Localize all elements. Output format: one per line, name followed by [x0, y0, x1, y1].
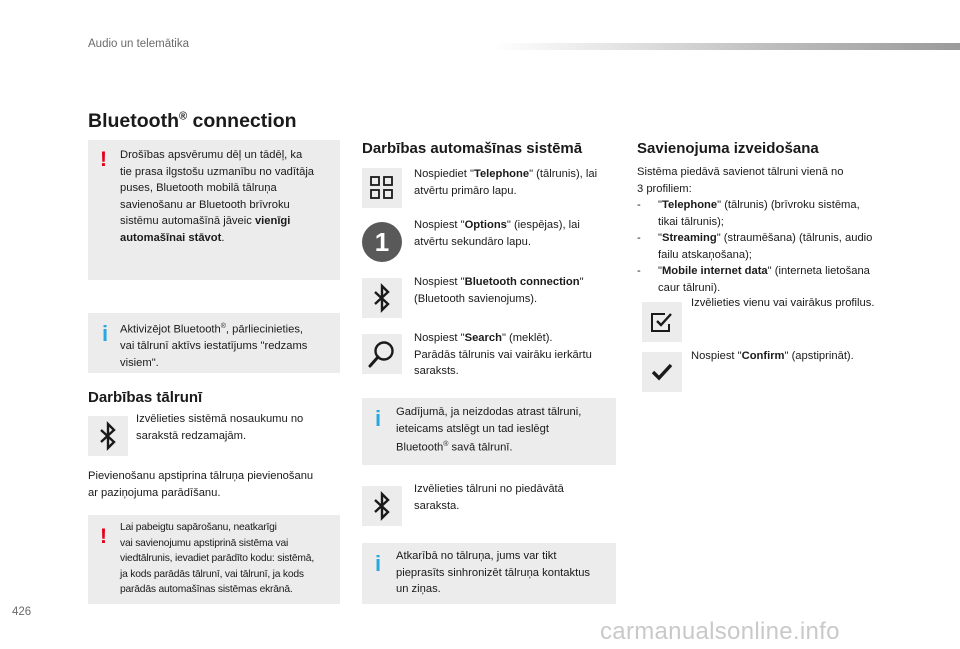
pairing-confirm-text: Pievienošanu apstiprina tālruņa pievienošanu ar paziņojuma parādīšanu. — [88, 470, 314, 499]
bluetooth-icon — [97, 421, 119, 451]
step-options-text: Nospiest "Options" (iespējas), lai atvērtu sekundāro lapu. — [414, 219, 580, 248]
safety-warning-text: Drošības apsvērumu dēļ un tādēļ, ka tie prasa ilgstošu uzmanību no vadītāja puses, Bluetooth mobilā tālruņa savienošanu ar Bluetooth brīvroku sistēmu automašīnā jāveic vienīgi automašīnai stāvot. — [120, 149, 315, 244]
system-section-title: Darbības automašīnas sistēmā — [362, 140, 583, 157]
sync-info-box — [362, 543, 616, 604]
step-bluetooth-text: Nospiest "Bluetooth connection" (Bluetooth savienojums). — [414, 276, 584, 305]
header-bar — [492, 43, 960, 50]
bluetooth-icon — [371, 283, 393, 313]
bluetooth-select-tile — [362, 486, 402, 526]
header-title: Audio un telemātika — [88, 38, 190, 50]
phone-not-found-info-box — [362, 398, 616, 465]
telephone-menu-tile — [362, 168, 402, 208]
watermark: carmanualsonline.info — [600, 618, 840, 645]
connection-section-title: Savienojuma izveidošana — [637, 140, 819, 157]
step-confirm-text: Nospiest "Confirm" (apstiprināt). — [691, 350, 854, 362]
checkbox-icon — [649, 310, 675, 334]
bluetooth-tile — [88, 416, 128, 456]
profile-list-item: - "Telephone" (tālrunis) (brīvroku sistēma, tikai tālrunis); — [637, 199, 860, 228]
search-tile — [362, 334, 402, 374]
sync-info-text: Atkarībā no tālruņa, jums var tikt pieprasīts sinhronizēt tālruņa kontaktus un ziņas. — [396, 550, 591, 595]
page-title: Bluetooth® connection — [88, 110, 297, 132]
step-search-text: Nospiest "Search" (meklēt). Parādās tālrunis vai vairāku ierkārtu saraksts. — [414, 332, 592, 377]
info-icon: i — [375, 551, 382, 576]
safety-warning-box — [88, 140, 340, 280]
info-icon: i — [102, 321, 109, 346]
warning-icon: ! — [100, 148, 107, 171]
grid-icon — [369, 175, 395, 201]
step-telephone-text: Nospiediet "Telephone" (tālrunis), lai atvērtu primāro lapu. — [414, 168, 598, 197]
check-icon — [650, 362, 674, 382]
bluetooth-icon — [371, 491, 393, 521]
pairing-code-warning-text: Lai pabeigtu sapārošanu, neatkarīgi vai savienojumu apstiprinā sistēma vai viedtālrunis, ievadiet parādīto kodu: sistēmā, ja kods parādās tālrunī, vai tālrunī, ja kods parādās automašīnas sistēmas ekrānā. — [120, 522, 314, 595]
phone-section-title: Darbības tālrunī — [88, 389, 203, 406]
visibility-info-box — [88, 313, 340, 373]
phone-not-found-info-text: Gadījumā, ja neizdodas atrast tālruni, ieteicams atslēgt un tad ieslēgt Bluetooth® savā tālrunī. — [396, 406, 582, 454]
profile-select-tile — [642, 302, 682, 342]
profile-list-item: - "Mobile internet data" (interneta lietošana caur tālruni). — [637, 265, 870, 294]
warning-icon: ! — [100, 525, 107, 548]
step-select-text: Izvēlieties tālruni no piedāvātā saraksta. — [414, 483, 564, 512]
step-profiles-text: Izvēlieties vienu vai vairākus profilus. — [691, 297, 875, 309]
profiles-intro: Sistēma piedāvā savienot tālruni vienā no 3 profiliem: — [637, 166, 844, 195]
phone-step-text: Izvēlieties sistēmā nosaukumu no sarakstā redzamajām. — [136, 413, 304, 442]
confirm-tile — [642, 352, 682, 392]
bluetooth-connection-tile — [362, 278, 402, 318]
search-icon — [367, 339, 397, 369]
pairing-code-warning-box — [88, 515, 340, 604]
options-number-badge: 1 — [362, 222, 402, 262]
page-number: 426 — [12, 606, 32, 618]
profile-list-item: - "Streaming" (straumēšana) (tālrunis, audio failu atskaņošana); — [637, 232, 873, 261]
info-icon: i — [375, 406, 382, 431]
visibility-info-text: Aktivizējot Bluetooth®, pārliecinieties, vai tālrunī aktīvs iestatījums "redzams visiem". — [120, 323, 308, 369]
